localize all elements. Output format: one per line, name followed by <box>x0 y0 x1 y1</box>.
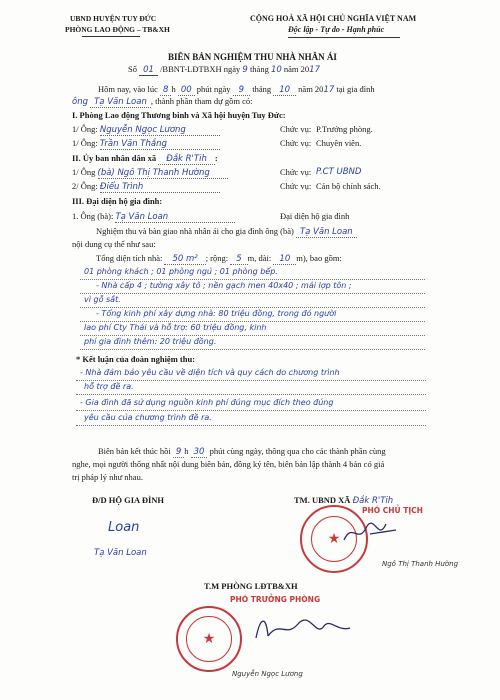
department-stamp: ★ <box>176 606 242 672</box>
conclusion-line: hỗ trợ đề ra. <box>84 382 134 391</box>
right-signature-heading: TM. UBND XÃ Đắk R'Tih <box>294 495 394 506</box>
closing-line2: nghe, mọi người thống nhất nội dung biên bản, đồng ký tên, biên bản lập thành 4 bản có giá <box>72 459 385 469</box>
bottom-signer-name: Nguyễn Ngọc Lương <box>232 670 303 678</box>
detail-rule <box>80 307 425 308</box>
right-signature-scribble <box>340 514 400 548</box>
nation-line1: CỘNG HOÀ XÃ HỘI CHỦ NGHĨA VIỆT NAM <box>250 14 417 23</box>
section1-row2: 1/ Ông: Trần Văn Thắng Chức vụ: Chuyên viên. <box>72 138 362 149</box>
section2-row2: 2/ Ông: Điểu Trình Chức vụ: Cán bộ chính sách. <box>72 181 381 192</box>
handover-line2: nội dung cụ thể như sau: <box>72 239 156 249</box>
bottom-stamp-title: PHÓ TRƯỞNG PHÒNG <box>230 595 321 604</box>
section1-row1: 1/ Ông: Nguyễn Ngọc Lương Chức vụ: P.Trưởng phòng. <box>72 124 373 135</box>
intro-line2: ông Tạ Văn Loan , thành phần tham dự gồm có: <box>72 96 253 107</box>
nation-line2: Độc lập - Tự do - Hạnh phúc <box>288 25 385 34</box>
intro-line1: Hôm nay, vào lúc 8 h 00 phút ngày 9 tháng 10 năm 2017 tại gia đình <box>98 84 375 95</box>
detail-line: lao phí Cty Thái và hỗ trợ: 60 triệu đồng, kinh <box>84 323 267 332</box>
section3-heading: III. Đại diện hộ gia đình: <box>72 196 163 206</box>
conclusion-line: - Nhà đảm bảo yêu cầu về diện tích và quy cách do chương trình <box>80 368 340 377</box>
closing-line3: trị pháp lý như nhau. <box>72 472 143 482</box>
left-signer-name: Tạ Văn Loan <box>94 548 147 558</box>
detail-rule <box>80 335 425 336</box>
org-line2: PHÒNG LAO ĐỘNG – TB&XH <box>65 25 170 34</box>
area-line: Tổng diện tích nhà: 50 m² ; rộng: 5 m, dài: 10 m), bao gồm: <box>96 253 342 264</box>
detail-rule <box>80 293 425 294</box>
left-signature-heading: Đ/D HỘ GIA ĐÌNH <box>92 495 165 505</box>
detail-rule <box>80 321 425 322</box>
conclusion-rule <box>76 394 426 395</box>
detail-rule <box>80 349 425 350</box>
nation-underline <box>288 37 400 38</box>
doc-number-line: Số 01 /BBNT-LĐTBXH ngày 9 tháng 10 năm 2017 <box>128 64 320 75</box>
detail-rule <box>80 279 425 280</box>
section3-row: 1. Ông (bà): Tạ Văn Loan Đại diện hộ gia đình <box>72 211 350 222</box>
bottom-signature-heading: T.M PHÒNG LĐTB&XH <box>204 581 298 591</box>
right-stamp-title: PHÓ CHỦ TỊCH <box>362 506 423 515</box>
section2-row1: 1/ Ông (bà) Ngô Thị Thanh Hường Chức vụ: P.CT UBND <box>72 167 362 178</box>
bottom-signature-scribble <box>246 608 356 648</box>
detail-line: - Tổng kinh phí xây dựng nhà: 80 triệu đồng, trong đó người <box>96 309 337 318</box>
conclusion-heading: * Kết luận của đoàn nghiệm thu: <box>76 354 196 364</box>
detail-line: phí gia đình thêm: 20 triệu đồng. <box>84 337 217 346</box>
left-signature: Loan <box>108 520 140 535</box>
section1-heading: I. Phòng Lao động Thương binh và Xã hội huyện Tuy Đức: <box>72 110 286 120</box>
conclusion-rule <box>76 410 426 411</box>
handover-line1: Nghiệm thu và bàn giao nhà nhân ái cho gia đình ông (bà) Tạ Văn Loan <box>96 226 357 237</box>
commune-stamp: ★ <box>300 505 368 573</box>
org-underline <box>82 36 140 37</box>
detail-line: - Nhà cấp 4 ; tường xây tô ; nền gạch men 40x40 ; mái lợp tôn ; <box>96 281 352 290</box>
right-signer-name: Ngô Thị Thanh Hường <box>382 560 459 568</box>
conclusion-rule <box>76 380 426 381</box>
detail-line: 01 phòng khách ; 01 phòng ngủ ; 01 phòng bếp. <box>84 267 278 276</box>
detail-line: vì gỗ sắt. <box>84 295 121 304</box>
section2-heading: II. Ủy ban nhân dân xã Đắk R'Tih : <box>72 153 218 164</box>
conclusion-rule <box>76 425 426 426</box>
conclusion-line: - Gia đình đã sử dụng nguồn kinh phí đúng mục đích theo đúng <box>80 398 334 407</box>
org-line1: UBND HUYỆN TUY ĐỨC <box>70 14 157 23</box>
closing-line1: Biên bản kết thúc hồi 9 h 30 phút cùng ngày, thông qua cho các thành phần cùng <box>98 446 386 457</box>
conclusion-line: yêu cầu của chương trình đề ra. <box>84 413 212 422</box>
document-title: BIÊN BẢN NGHIỆM THU NHÀ NHÂN ÁI <box>168 52 337 62</box>
